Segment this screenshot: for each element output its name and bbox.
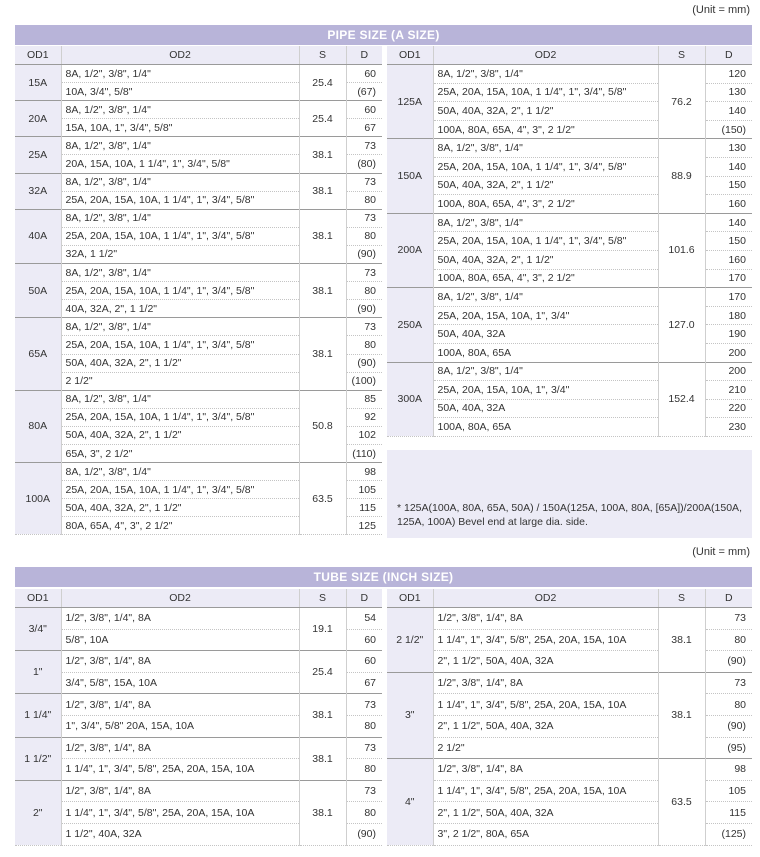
d-cell: (90): [346, 245, 382, 263]
table-row: [387, 139, 752, 158]
od1-cell: 20A: [15, 101, 61, 137]
s-cell: 101.6: [658, 213, 705, 287]
od2-cell: 100A, 80A, 65A, 4", 3", 2 1/2": [433, 269, 658, 288]
s-cell: 19.1: [299, 608, 346, 651]
d-cell: 60: [346, 101, 382, 119]
table-row: [15, 318, 382, 336]
d-cell: 130: [705, 83, 752, 102]
d-cell: 80: [705, 629, 752, 651]
pipe-size-table-left: [15, 46, 382, 535]
d-cell: 170: [705, 288, 752, 307]
col-header-s: S: [658, 46, 705, 65]
d-cell: 200: [705, 343, 752, 362]
od2-cell: 8A, 1/2", 3/8", 1/4": [61, 101, 299, 119]
d-cell: 160: [705, 250, 752, 269]
s-cell: 38.1: [658, 608, 705, 673]
od2-cell: 3", 2 1/2", 80A, 65A: [433, 823, 658, 845]
od2-cell: 8A, 1/2", 3/8", 1/4": [61, 463, 299, 481]
d-cell: 150: [705, 232, 752, 251]
d-cell: 115: [705, 802, 752, 824]
tube-size-title: TUBE SIZE (INCH SIZE): [15, 567, 752, 587]
od1-cell: 65A: [15, 318, 61, 390]
od2-cell: 8A, 1/2", 3/8", 1/4": [61, 65, 299, 83]
bevel-end-note-text: * 125A(100A, 80A, 65A, 50A) / 150A(125A, 100A, 80A, [65A])/200A(150A, 125A, 100A) Bevel end at large dia. side.: [397, 502, 742, 528]
s-cell: 38.1: [299, 737, 346, 780]
table-row: [15, 65, 382, 83]
d-cell: 73: [346, 137, 382, 155]
d-cell: 80: [346, 759, 382, 781]
od1-cell: 250A: [387, 288, 433, 362]
od2-cell: 100A, 80A, 65A: [433, 418, 658, 437]
d-cell: (90): [346, 354, 382, 372]
d-cell: (95): [705, 737, 752, 759]
table-row: [387, 759, 752, 781]
d-cell: 98: [705, 759, 752, 781]
od2-cell: 25A, 20A, 15A, 10A, 1 1/4", 1", 3/4", 5/8": [61, 481, 299, 499]
s-cell: 38.1: [299, 694, 346, 737]
table-row: [15, 737, 382, 759]
od1-cell: 32A: [15, 173, 61, 209]
table-row: [387, 608, 752, 630]
od1-cell: 1 1/4": [15, 694, 61, 737]
od2-cell: 1/2", 3/8", 1/4", 8A: [61, 780, 299, 802]
od2-cell: 1/2", 3/8", 1/4", 8A: [61, 694, 299, 716]
od2-cell: 3/4", 5/8", 15A, 10A: [61, 672, 299, 694]
od1-cell: 80A: [15, 390, 61, 462]
od2-cell: 100A, 80A, 65A: [433, 343, 658, 362]
od1-cell: 3/4": [15, 608, 61, 651]
col-header-s: S: [299, 46, 346, 65]
d-cell: 125: [346, 517, 382, 535]
d-cell: 140: [705, 213, 752, 232]
od2-cell: 1/2", 3/8", 1/4", 8A: [433, 608, 658, 630]
d-cell: (125): [705, 823, 752, 845]
od2-cell: 2 1/2": [61, 372, 299, 390]
s-cell: 63.5: [299, 463, 346, 535]
od2-cell: 2 1/2": [433, 737, 658, 759]
od2-cell: 8A, 1/2", 3/8", 1/4": [61, 173, 299, 191]
d-cell: 73: [705, 608, 752, 630]
table-row: [387, 65, 752, 84]
d-cell: 230: [705, 418, 752, 437]
s-cell: 63.5: [658, 759, 705, 845]
d-cell: 73: [346, 737, 382, 759]
d-cell: 92: [346, 408, 382, 426]
od2-cell: 80A, 65A, 4", 3", 2 1/2": [61, 517, 299, 535]
col-header-od1: OD1: [387, 46, 433, 65]
od2-cell: 40A, 32A, 2", 1 1/2": [61, 300, 299, 318]
od2-cell: 50A, 40A, 32A, 2", 1 1/2": [61, 426, 299, 444]
od2-cell: 1 1/4", 1", 3/4", 5/8", 25A, 20A, 15A, 10A: [61, 802, 299, 824]
tube-unit-label: (Unit = mm): [692, 546, 750, 558]
d-cell: 80: [346, 715, 382, 737]
d-cell: 60: [346, 651, 382, 673]
od1-cell: 125A: [387, 65, 433, 139]
od1-cell: 2 1/2": [387, 608, 433, 673]
od2-cell: 32A, 1 1/2": [61, 245, 299, 263]
od2-cell: 1/2", 3/8", 1/4", 8A: [433, 672, 658, 694]
od2-cell: 25A, 20A, 15A, 10A, 1", 3/4": [433, 306, 658, 325]
od1-cell: 1 1/2": [15, 737, 61, 780]
od2-cell: 50A, 40A, 32A, 2", 1 1/2": [433, 102, 658, 121]
d-cell: (90): [346, 300, 382, 318]
od2-cell: 2", 1 1/2", 50A, 40A, 32A: [433, 715, 658, 737]
tube-size-table-right: [387, 589, 752, 846]
od1-cell: 3": [387, 672, 433, 758]
od2-cell: 50A, 40A, 32A, 2", 1 1/2": [433, 176, 658, 195]
s-cell: 38.1: [299, 318, 346, 390]
pipe-size-table-right: [387, 46, 752, 437]
d-cell: (110): [346, 444, 382, 462]
od1-cell: 2": [15, 780, 61, 845]
od2-cell: 25A, 20A, 15A, 10A, 1 1/4", 1", 3/4", 5/8": [61, 336, 299, 354]
d-cell: 67: [346, 119, 382, 137]
d-cell: (90): [705, 651, 752, 673]
s-cell: 76.2: [658, 65, 705, 139]
od2-cell: 100A, 80A, 65A, 4", 3", 2 1/2": [433, 195, 658, 214]
od2-cell: 2", 1 1/2", 50A, 40A, 32A: [433, 651, 658, 673]
od2-cell: 8A, 1/2", 3/8", 1/4": [61, 318, 299, 336]
table-row: [387, 672, 752, 694]
od2-cell: 1/2", 3/8", 1/4", 8A: [61, 737, 299, 759]
d-cell: (90): [705, 715, 752, 737]
od2-cell: 50A, 40A, 32A, 2", 1 1/2": [61, 499, 299, 517]
od2-cell: 1/2", 3/8", 1/4", 8A: [61, 651, 299, 673]
s-cell: 25.4: [299, 101, 346, 137]
col-header-d: D: [705, 46, 752, 65]
d-cell: 73: [346, 209, 382, 227]
d-cell: 54: [346, 608, 382, 630]
d-cell: 80: [705, 694, 752, 716]
d-cell: 73: [346, 694, 382, 716]
od2-cell: 25A, 20A, 15A, 10A, 1 1/4", 1", 3/4", 5/8": [433, 83, 658, 102]
pipe-unit-label: (Unit = mm): [692, 4, 750, 16]
d-cell: 73: [346, 780, 382, 802]
od2-cell: 1 1/4", 1", 3/4", 5/8", 25A, 20A, 15A, 10A: [433, 629, 658, 651]
col-header-od2: OD2: [433, 589, 658, 608]
od2-cell: 8A, 1/2", 3/8", 1/4": [61, 390, 299, 408]
od2-cell: 1 1/2", 40A, 32A: [61, 823, 299, 845]
s-cell: 38.1: [299, 173, 346, 209]
od2-cell: 25A, 20A, 15A, 10A, 1 1/4", 1", 3/4", 5/8": [61, 227, 299, 245]
d-cell: 130: [705, 139, 752, 158]
d-cell: 60: [346, 629, 382, 651]
s-cell: 38.1: [299, 137, 346, 173]
od2-cell: 8A, 1/2", 3/8", 1/4": [61, 264, 299, 282]
table-row: [15, 651, 382, 673]
col-header-od2: OD2: [61, 46, 299, 65]
tube-size-table-left: [15, 589, 382, 846]
d-cell: 180: [705, 306, 752, 325]
d-cell: 105: [346, 481, 382, 499]
od2-cell: 8A, 1/2", 3/8", 1/4": [433, 288, 658, 307]
d-cell: 105: [705, 780, 752, 802]
pipe-size-title: PIPE SIZE (A SIZE): [15, 25, 752, 45]
d-cell: 220: [705, 399, 752, 418]
d-cell: 85: [346, 390, 382, 408]
d-cell: 98: [346, 463, 382, 481]
col-header-s: S: [658, 589, 705, 608]
s-cell: 38.1: [658, 672, 705, 758]
od2-cell: 8A, 1/2", 3/8", 1/4": [433, 65, 658, 84]
od2-cell: 1", 3/4", 5/8" 20A, 15A, 10A: [61, 715, 299, 737]
col-header-d: D: [705, 589, 752, 608]
od1-cell: 25A: [15, 137, 61, 173]
col-header-od2: OD2: [433, 46, 658, 65]
s-cell: 38.1: [299, 264, 346, 318]
od2-cell: 65A, 3", 2 1/2": [61, 444, 299, 462]
d-cell: 73: [346, 318, 382, 336]
od2-cell: 100A, 80A, 65A, 4", 3", 2 1/2": [433, 120, 658, 139]
col-header-d: D: [346, 46, 382, 65]
s-cell: 127.0: [658, 288, 705, 362]
table-row: [15, 101, 382, 119]
d-cell: 150: [705, 176, 752, 195]
od2-cell: 50A, 40A, 32A, 2", 1 1/2": [433, 250, 658, 269]
col-header-od1: OD1: [387, 589, 433, 608]
od1-cell: 15A: [15, 65, 61, 101]
d-cell: (67): [346, 83, 382, 101]
s-cell: 38.1: [299, 209, 346, 263]
col-header-od1: OD1: [15, 46, 61, 65]
d-cell: (100): [346, 372, 382, 390]
od2-cell: 25A, 20A, 15A, 10A, 1", 3/4": [433, 381, 658, 400]
od2-cell: 1/2", 3/8", 1/4", 8A: [61, 608, 299, 630]
od2-cell: 1/2", 3/8", 1/4", 8A: [433, 759, 658, 781]
od2-cell: 25A, 20A, 15A, 10A, 1 1/4", 1", 3/4", 5/8": [433, 157, 658, 176]
od2-cell: 5/8", 10A: [61, 629, 299, 651]
od2-cell: 50A, 40A, 32A, 2", 1 1/2": [61, 354, 299, 372]
d-cell: 120: [705, 65, 752, 84]
od1-cell: 1": [15, 651, 61, 694]
d-cell: 80: [346, 802, 382, 824]
d-cell: 80: [346, 282, 382, 300]
col-header-s: S: [299, 589, 346, 608]
od2-cell: 8A, 1/2", 3/8", 1/4": [433, 213, 658, 232]
od2-cell: 25A, 20A, 15A, 10A, 1 1/4", 1", 3/4", 5/8": [61, 408, 299, 426]
od1-cell: 200A: [387, 213, 433, 287]
table-row: [15, 137, 382, 155]
s-cell: 88.9: [658, 139, 705, 213]
od2-cell: 25A, 20A, 15A, 10A, 1 1/4", 1", 3/4", 5/8": [61, 191, 299, 209]
od2-cell: 1 1/4", 1", 3/4", 5/8", 25A, 20A, 15A, 10A: [61, 759, 299, 781]
col-header-od1: OD1: [15, 589, 61, 608]
d-cell: 140: [705, 157, 752, 176]
col-header-od2: OD2: [61, 589, 299, 608]
od1-cell: 4": [387, 759, 433, 845]
table-row: [15, 209, 382, 227]
d-cell: 73: [346, 173, 382, 191]
table-row: [387, 288, 752, 307]
d-cell: 170: [705, 269, 752, 288]
d-cell: 102: [346, 426, 382, 444]
d-cell: (150): [705, 120, 752, 139]
d-cell: 200: [705, 362, 752, 381]
table-row: [387, 362, 752, 381]
s-cell: 25.4: [299, 65, 346, 101]
od1-cell: 100A: [15, 463, 61, 535]
d-cell: 190: [705, 325, 752, 344]
s-cell: 152.4: [658, 362, 705, 436]
s-cell: 38.1: [299, 780, 346, 845]
table-row: [15, 608, 382, 630]
table-row: [15, 694, 382, 716]
table-row: [15, 390, 382, 408]
od2-cell: 20A, 15A, 10A, 1 1/4", 1", 3/4", 5/8": [61, 155, 299, 173]
od2-cell: 15A, 10A, 1", 3/4", 5/8": [61, 119, 299, 137]
od2-cell: 10A, 3/4", 5/8": [61, 83, 299, 101]
d-cell: 160: [705, 195, 752, 214]
od2-cell: 8A, 1/2", 3/8", 1/4": [61, 209, 299, 227]
d-cell: 210: [705, 381, 752, 400]
od1-cell: 150A: [387, 139, 433, 213]
table-row: [387, 213, 752, 232]
d-cell: (80): [346, 155, 382, 173]
od2-cell: 8A, 1/2", 3/8", 1/4": [61, 137, 299, 155]
table-row: [15, 463, 382, 481]
od1-cell: 40A: [15, 209, 61, 263]
table-row: [15, 173, 382, 191]
od2-cell: 25A, 20A, 15A, 10A, 1 1/4", 1", 3/4", 5/8": [433, 232, 658, 251]
d-cell: 80: [346, 191, 382, 209]
d-cell: 80: [346, 336, 382, 354]
bevel-end-note: [387, 450, 752, 538]
d-cell: 73: [346, 264, 382, 282]
s-cell: 25.4: [299, 651, 346, 694]
col-header-d: D: [346, 589, 382, 608]
d-cell: 73: [705, 672, 752, 694]
od2-cell: 2", 1 1/2", 50A, 40A, 32A: [433, 802, 658, 824]
table-row: [15, 264, 382, 282]
d-cell: 80: [346, 227, 382, 245]
od1-cell: 50A: [15, 264, 61, 318]
od2-cell: 8A, 1/2", 3/8", 1/4": [433, 362, 658, 381]
d-cell: 67: [346, 672, 382, 694]
od1-cell: 300A: [387, 362, 433, 436]
od2-cell: 50A, 40A, 32A: [433, 325, 658, 344]
od2-cell: 1 1/4", 1", 3/4", 5/8", 25A, 20A, 15A, 10A: [433, 694, 658, 716]
d-cell: (90): [346, 823, 382, 845]
od2-cell: 25A, 20A, 15A, 10A, 1 1/4", 1", 3/4", 5/8": [61, 282, 299, 300]
s-cell: 50.8: [299, 390, 346, 462]
od2-cell: 8A, 1/2", 3/8", 1/4": [433, 139, 658, 158]
d-cell: 115: [346, 499, 382, 517]
d-cell: 60: [346, 65, 382, 83]
table-row: [15, 780, 382, 802]
d-cell: 140: [705, 102, 752, 121]
od2-cell: 50A, 40A, 32A: [433, 399, 658, 418]
od2-cell: 1 1/4", 1", 3/4", 5/8", 25A, 20A, 15A, 10A: [433, 780, 658, 802]
